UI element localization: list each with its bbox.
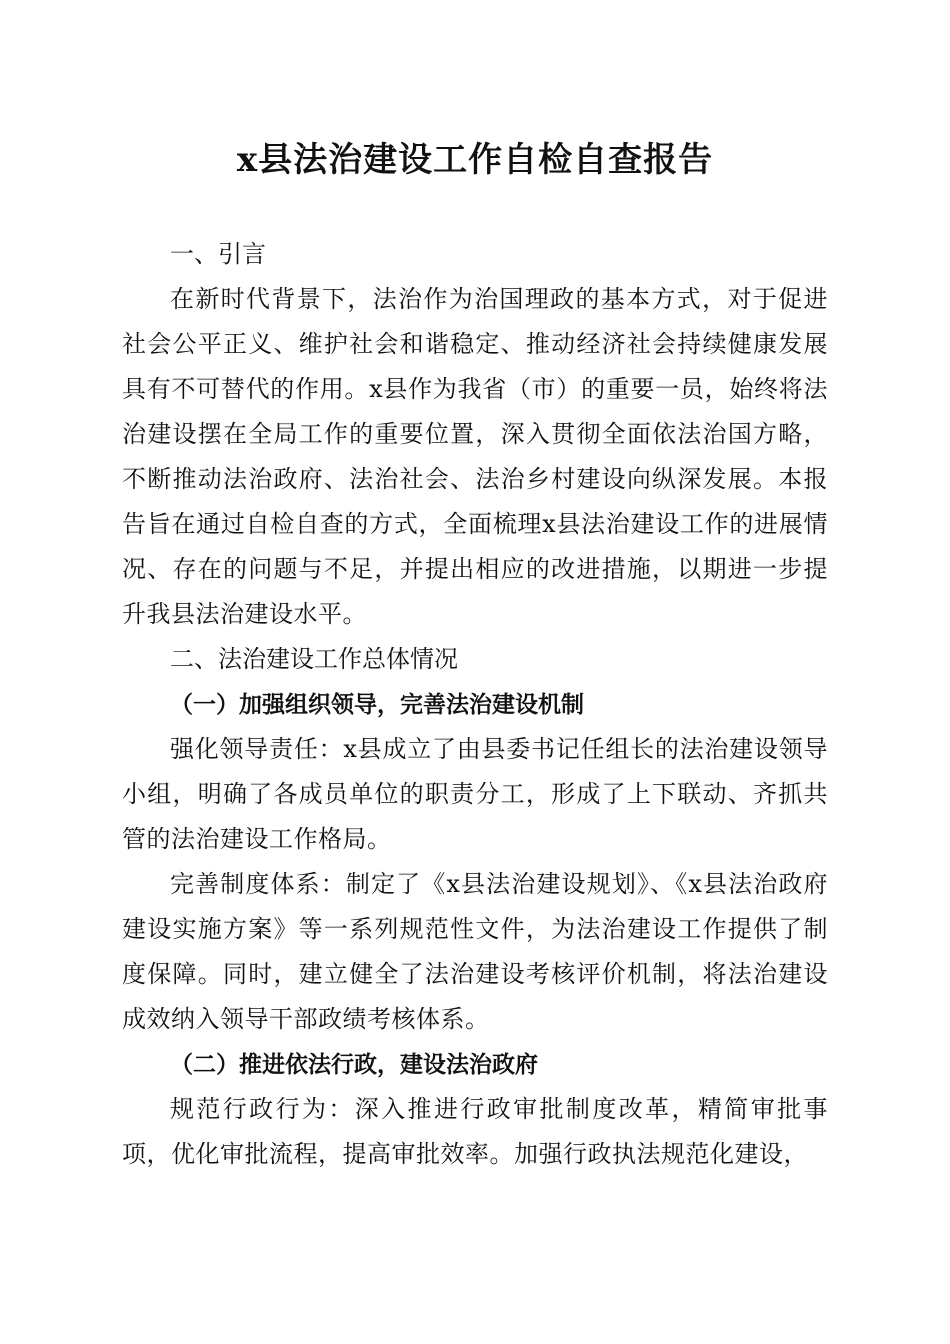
document-title: x县法治建设工作自检自查报告 [236,140,714,180]
subsection-heading-administration: （二）推进依法行政，建设法治政府 [170,1051,538,1078]
subsection-heading-organization: （一）加强组织领导，完善法治建设机制 [170,691,584,718]
section-heading-introduction: 一、引言 [170,240,266,268]
section-heading-overview: 二、法治建设工作总体情况 [170,645,458,673]
paragraph-administrative-behavior: 规范行政行为：深入推进行政审批制度改革，精简审批事项，优化审批流程，提高审批效率。加强行政执法规范化建设， [122,1095,828,1168]
paragraph-system: 完善制度体系：制定了《x县法治建设规划》、《x县法治政府建设实施方案》等一系列规范性文件，为法治建设工作提供了制度保障。同时，建立健全了法治建设考核评价机制，将法治建设成效纳入领导干部政绩考核体系。 [122,870,828,1033]
paragraph-leadership: 强化领导责任：x县成立了由县委书记任组长的法治建设领导小组，明确了各成员单位的职责分工，形成了上下联动、齐抓共管的法治建设工作格局。 [122,735,828,853]
introduction-paragraph: 在新时代背景下，法治作为治国理政的基本方式，对于促进社会公平正义、维护社会和谐稳定、推动经济社会持续健康发展具有不可替代的作用。x县作为我省（市）的重要一员，始终将法治建设摆在全局工作的重要位置，深入贯彻全面依法治国方略，不断推动法治政府、法治社会、法治乡村建设向纵深发展。本报告旨在通过自检自查的方式，全面梳理x县法治建设工作的进展情况、存在的问题与不足，并提出相应的改进措施，以期进一步提升我县法治建设水平。 [122,285,828,628]
document-body [122,232,828,1177]
